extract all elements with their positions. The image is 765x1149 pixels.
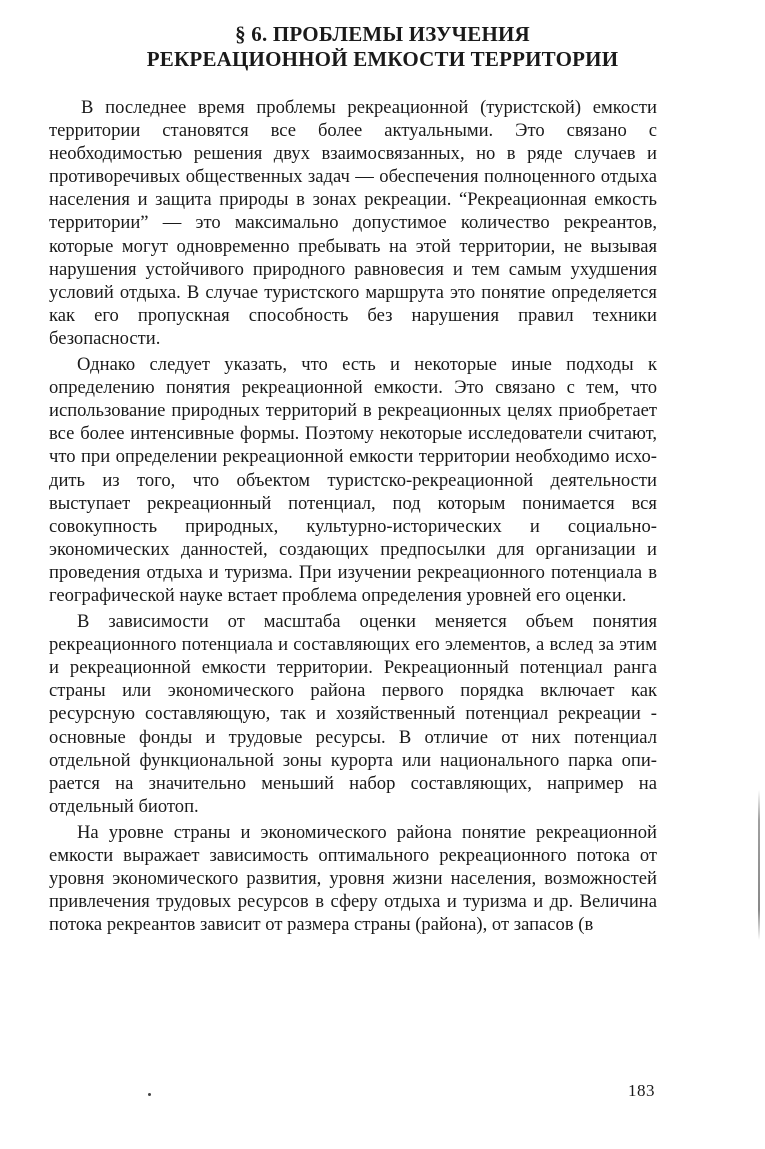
section-heading <box>40 22 725 72</box>
section-heading-line-1: § 6. ПРОБЛЕМЫ ИЗУЧЕНИЯ <box>235 22 530 46</box>
paragraph-4: На уровне страны и экономического района понятие рекреационной емкости выражает зависимость оптимального рекреационного потока от уровня экономического развития, уровня жизни населения, возможностей привлечения трудовых ресурсов в сферу отдыха и туризма и др. Величина потока рекреантов зависит от размера страны (района), от запасов (в <box>49 821 657 936</box>
binding-edge-mark <box>758 790 760 940</box>
body-text <box>49 96 657 939</box>
print-speck <box>148 1093 151 1096</box>
paragraph-2: Однако следует указать, что есть и некоторые иные подходы к определению понятия рекреационной емкости. Это связано с тем, что использование природных территорий в рекреационных целях приобретает все более интенсивные формы. Поэтому некоторые исследователи считают, что при определении рекреационной емкости территории необходимо исходить из того, что объектом туристско-рекреационной деятельности выступает рекреационный потенциал, под которым понимается вся совокупность природных, культурно-исторических и социально-экономических данностей, создающих предпосылки для организации и проведения отдыха и туризма. При изучении рекреационного потенциала в географической науке встает проблема определения уровней его оценки. <box>49 354 657 606</box>
section-heading-line-2: РЕКРЕАЦИОННОЙ ЕМКОСТИ ТЕРРИТОРИИ <box>146 47 619 71</box>
paragraph-3: В зависимости от масштаба оценки меняется объем понятия рекреационного потенциала и составляющих его элементов, а вслед за этим и рекреационной емкости территории. Рекреационный потенциал ранга страны или экономического района первого порядка включает как ресурсную составляющую, так и хозяйственный потенциал рекреации - основные фонды и трудовые ресурсы. В отличие от них потенциал отдельной функциональной зоны курорта или национального парка опирается на значительно меньший набор составляющих, например на отдельный биотоп. <box>49 611 657 817</box>
paragraph-1: В последнее время проблемы рекреационной (туристской) емкости территории становятся все более актуальными. Это связано с необходимостью решения двух взаимосвязанных, но в ряде случаев и противоречивых общественных задач — обеспечения полноценного отдыха населения и защита природы в зонах рекреации. “Рекреационная емкость территории” — это максимально допустимое количество рекреантов, которые могут одновременно пребывать на этой территории, не вызывая нарушения устойчивого природного равновесия и тем самым ухудшения условий отдыха. В случае туристского маршрута это понятие определяется как его пропускная способность без нарушения правил техники безопасности. <box>49 97 657 349</box>
page-number: 183 <box>628 1081 655 1100</box>
